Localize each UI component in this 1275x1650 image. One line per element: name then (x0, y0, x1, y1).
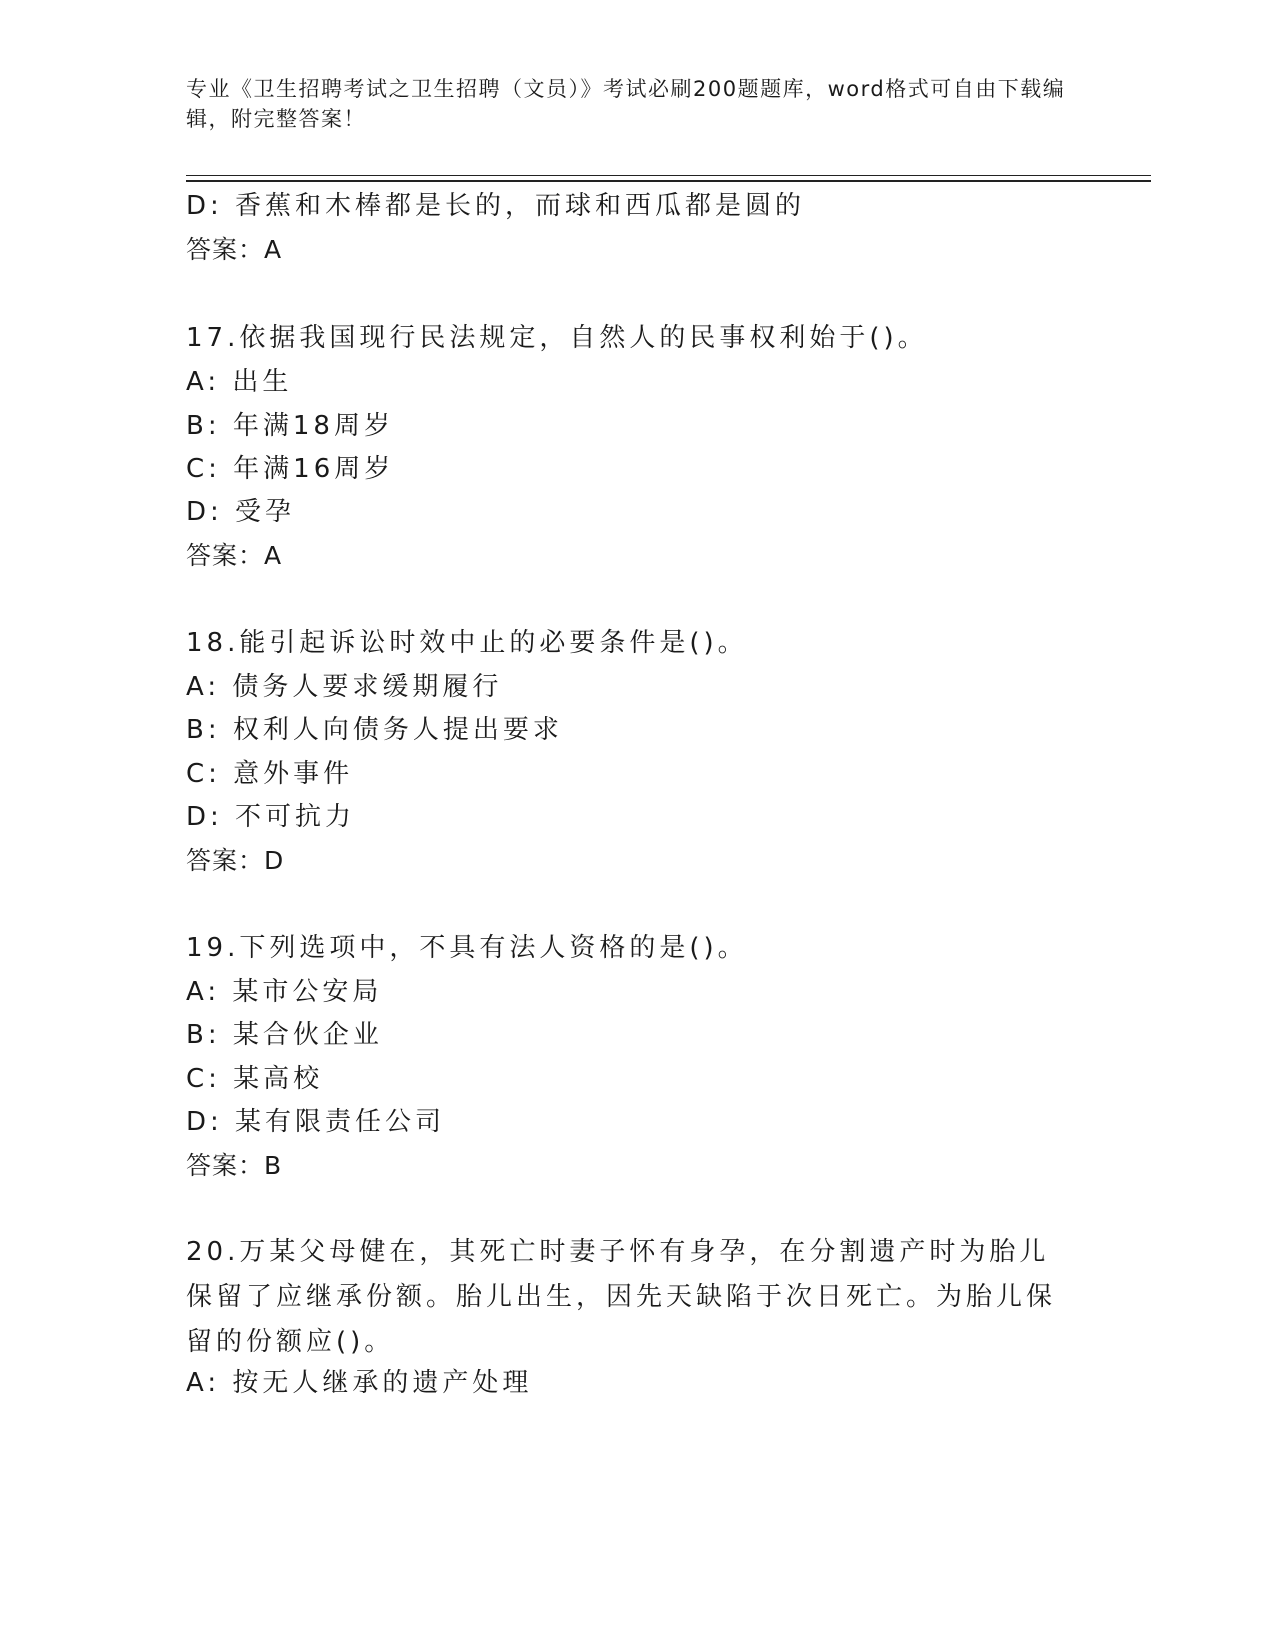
question-18-stem: 18.能引起诉讼时效中止的必要条件是()。 (186, 628, 748, 658)
question-17-option-c: C: 年满16周岁 (186, 454, 395, 484)
prev-option-d: D: 香蕉和木棒都是长的，而球和西瓜都是圆的 (186, 191, 806, 221)
page-header: 专业《卫生招聘考试之卫生招聘（文员）》考试必刷200题题库，word格式可自由下载编辑，附完整答案！ (186, 77, 1066, 131)
question-17-option-b: B: 年满18周岁 (186, 411, 394, 441)
prev-answer: 答案：A (186, 235, 283, 264)
header-rule-thick (186, 180, 1151, 182)
question-19-option-a: A: 某市公安局 (186, 977, 383, 1007)
question-18-option-b: B: 权利人向债务人提出要求 (186, 715, 563, 745)
question-19-option-c: C: 某高校 (186, 1064, 324, 1094)
question-18-answer: 答案：D (186, 846, 285, 875)
question-17-option-d: D: 受孕 (186, 497, 296, 527)
question-19-stem: 19.下列选项中，不具有法人资格的是()。 (186, 933, 748, 963)
question-17-stem: 17.依据我国现行民法规定，自然人的民事权利始于()。 (186, 323, 928, 353)
question-18-option-c: C: 意外事件 (186, 759, 354, 789)
header-rule-thin (186, 175, 1151, 176)
question-20-stem: 20.万某父母健在，其死亡时妻子怀有身孕，在分割遗产时为胎儿保留了应继承份额。胎儿出生，因先天缺陷于次日死亡。为胎儿保留的份额应()。 (186, 1237, 1057, 1357)
question-20-option-a: A: 按无人继承的遗产处理 (186, 1368, 533, 1398)
question-18-option-a: A: 债务人要求缓期履行 (186, 672, 503, 702)
question-19-option-d: D: 某有限责任公司 (186, 1107, 446, 1137)
question-17-option-a: A: 出生 (186, 367, 293, 397)
question-17-answer: 答案：A (186, 541, 283, 570)
question-19-option-b: B: 某合伙企业 (186, 1020, 383, 1050)
question-18-option-d: D: 不可抗力 (186, 802, 356, 832)
question-19-answer: 答案：B (186, 1151, 283, 1180)
